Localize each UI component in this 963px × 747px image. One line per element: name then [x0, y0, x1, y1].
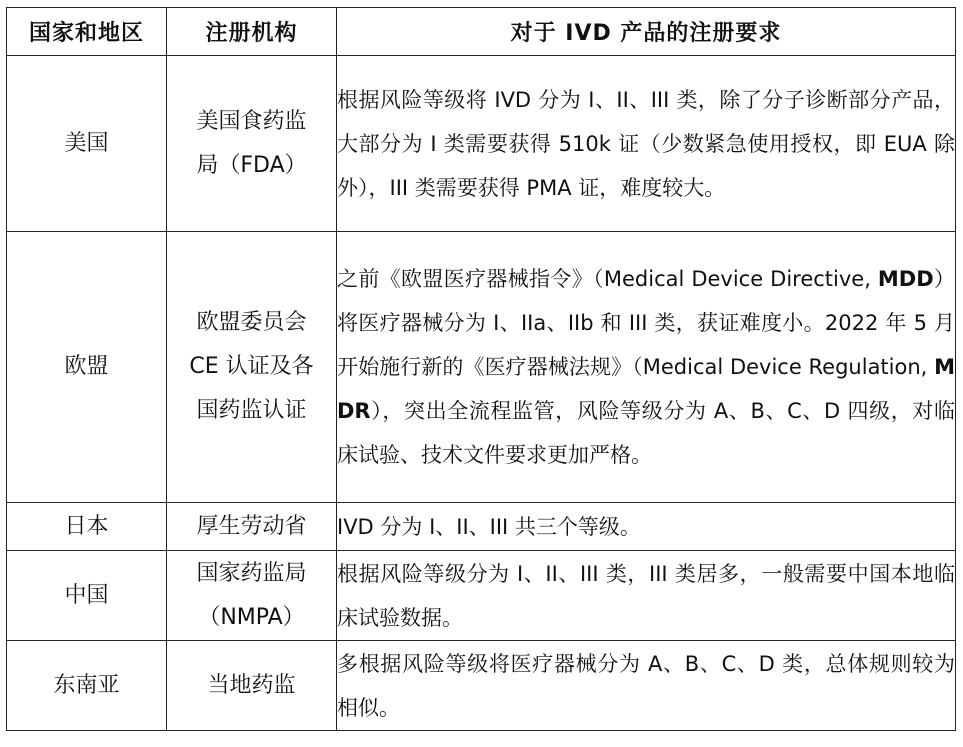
- agency-cell: [167, 641, 337, 731]
- table-row: [7, 232, 956, 503]
- country-cell: 欧盟: [7, 232, 167, 503]
- requirement-cell: [337, 232, 956, 503]
- requirement-cell: 根据风险等级将 IVD 分为 I、II、III 类，除了分子诊断部分产品，大部分为 I 类需要获得 510k 证（少数紧急使用授权，即 EUA 除外），III 类需要获得 PMA 证，难度较大。: [337, 56, 956, 232]
- agency-text: 当地药监: [207, 672, 296, 698]
- agency-cell: [167, 551, 337, 641]
- table-row: [7, 503, 956, 551]
- table-row: [7, 56, 956, 232]
- agency-cell: [167, 503, 337, 551]
- requirement-text: ）将医疗器械分为 I、IIa、IIb 和 III 类，获证难度小。2022 年 5 月开始施行新的《医疗器械法规》（Medical Device Regulation,: [337, 267, 956, 379]
- agency-text: 厚生劳动省: [196, 513, 307, 539]
- country-cell: 东南亚: [7, 641, 167, 731]
- requirement-cell: 根据风险等级分为 I、II、III 类，III 类居多，一般需要中国本地临床试验数据。: [337, 551, 956, 641]
- agency-text: 国家药监局（NMPA）: [196, 560, 307, 630]
- agency-text: 美国食药监局（FDA）: [196, 108, 307, 178]
- table-row: [7, 641, 956, 731]
- header-agency: 注册机构: [167, 8, 337, 56]
- agency-cell: [167, 232, 337, 503]
- header-country: 国家和地区: [7, 8, 167, 56]
- agency-text: 欧盟委员会 CE 认证及各国药监认证: [189, 310, 314, 423]
- table-header-row: [7, 8, 956, 56]
- country-cell: 美国: [7, 56, 167, 232]
- requirement-cell: IVD 分为 I、II、III 共三个等级。: [337, 503, 956, 551]
- requirement-text: ），突出全流程监管，风险等级分为 A、B、C、D 四级，对临床试验、技术文件要求更加严格。: [337, 399, 955, 467]
- table-row: [7, 551, 956, 641]
- ivd-registration-table: [6, 7, 956, 731]
- country-cell: 中国: [7, 551, 167, 641]
- requirement-text: 之前《欧盟医疗器械指令》（Medical Device Directive,: [337, 267, 878, 291]
- header-requirement: 对于 IVD 产品的注册要求: [337, 8, 956, 56]
- country-cell: 日本: [7, 503, 167, 551]
- mdd-abbreviation: MDD: [877, 267, 934, 291]
- mdr-abbreviation: MDR: [337, 355, 955, 423]
- requirement-cell: 多根据风险等级将医疗器械分为 A、B、C、D 类，总体规则较为相似。: [337, 641, 956, 731]
- agency-cell: [167, 56, 337, 232]
